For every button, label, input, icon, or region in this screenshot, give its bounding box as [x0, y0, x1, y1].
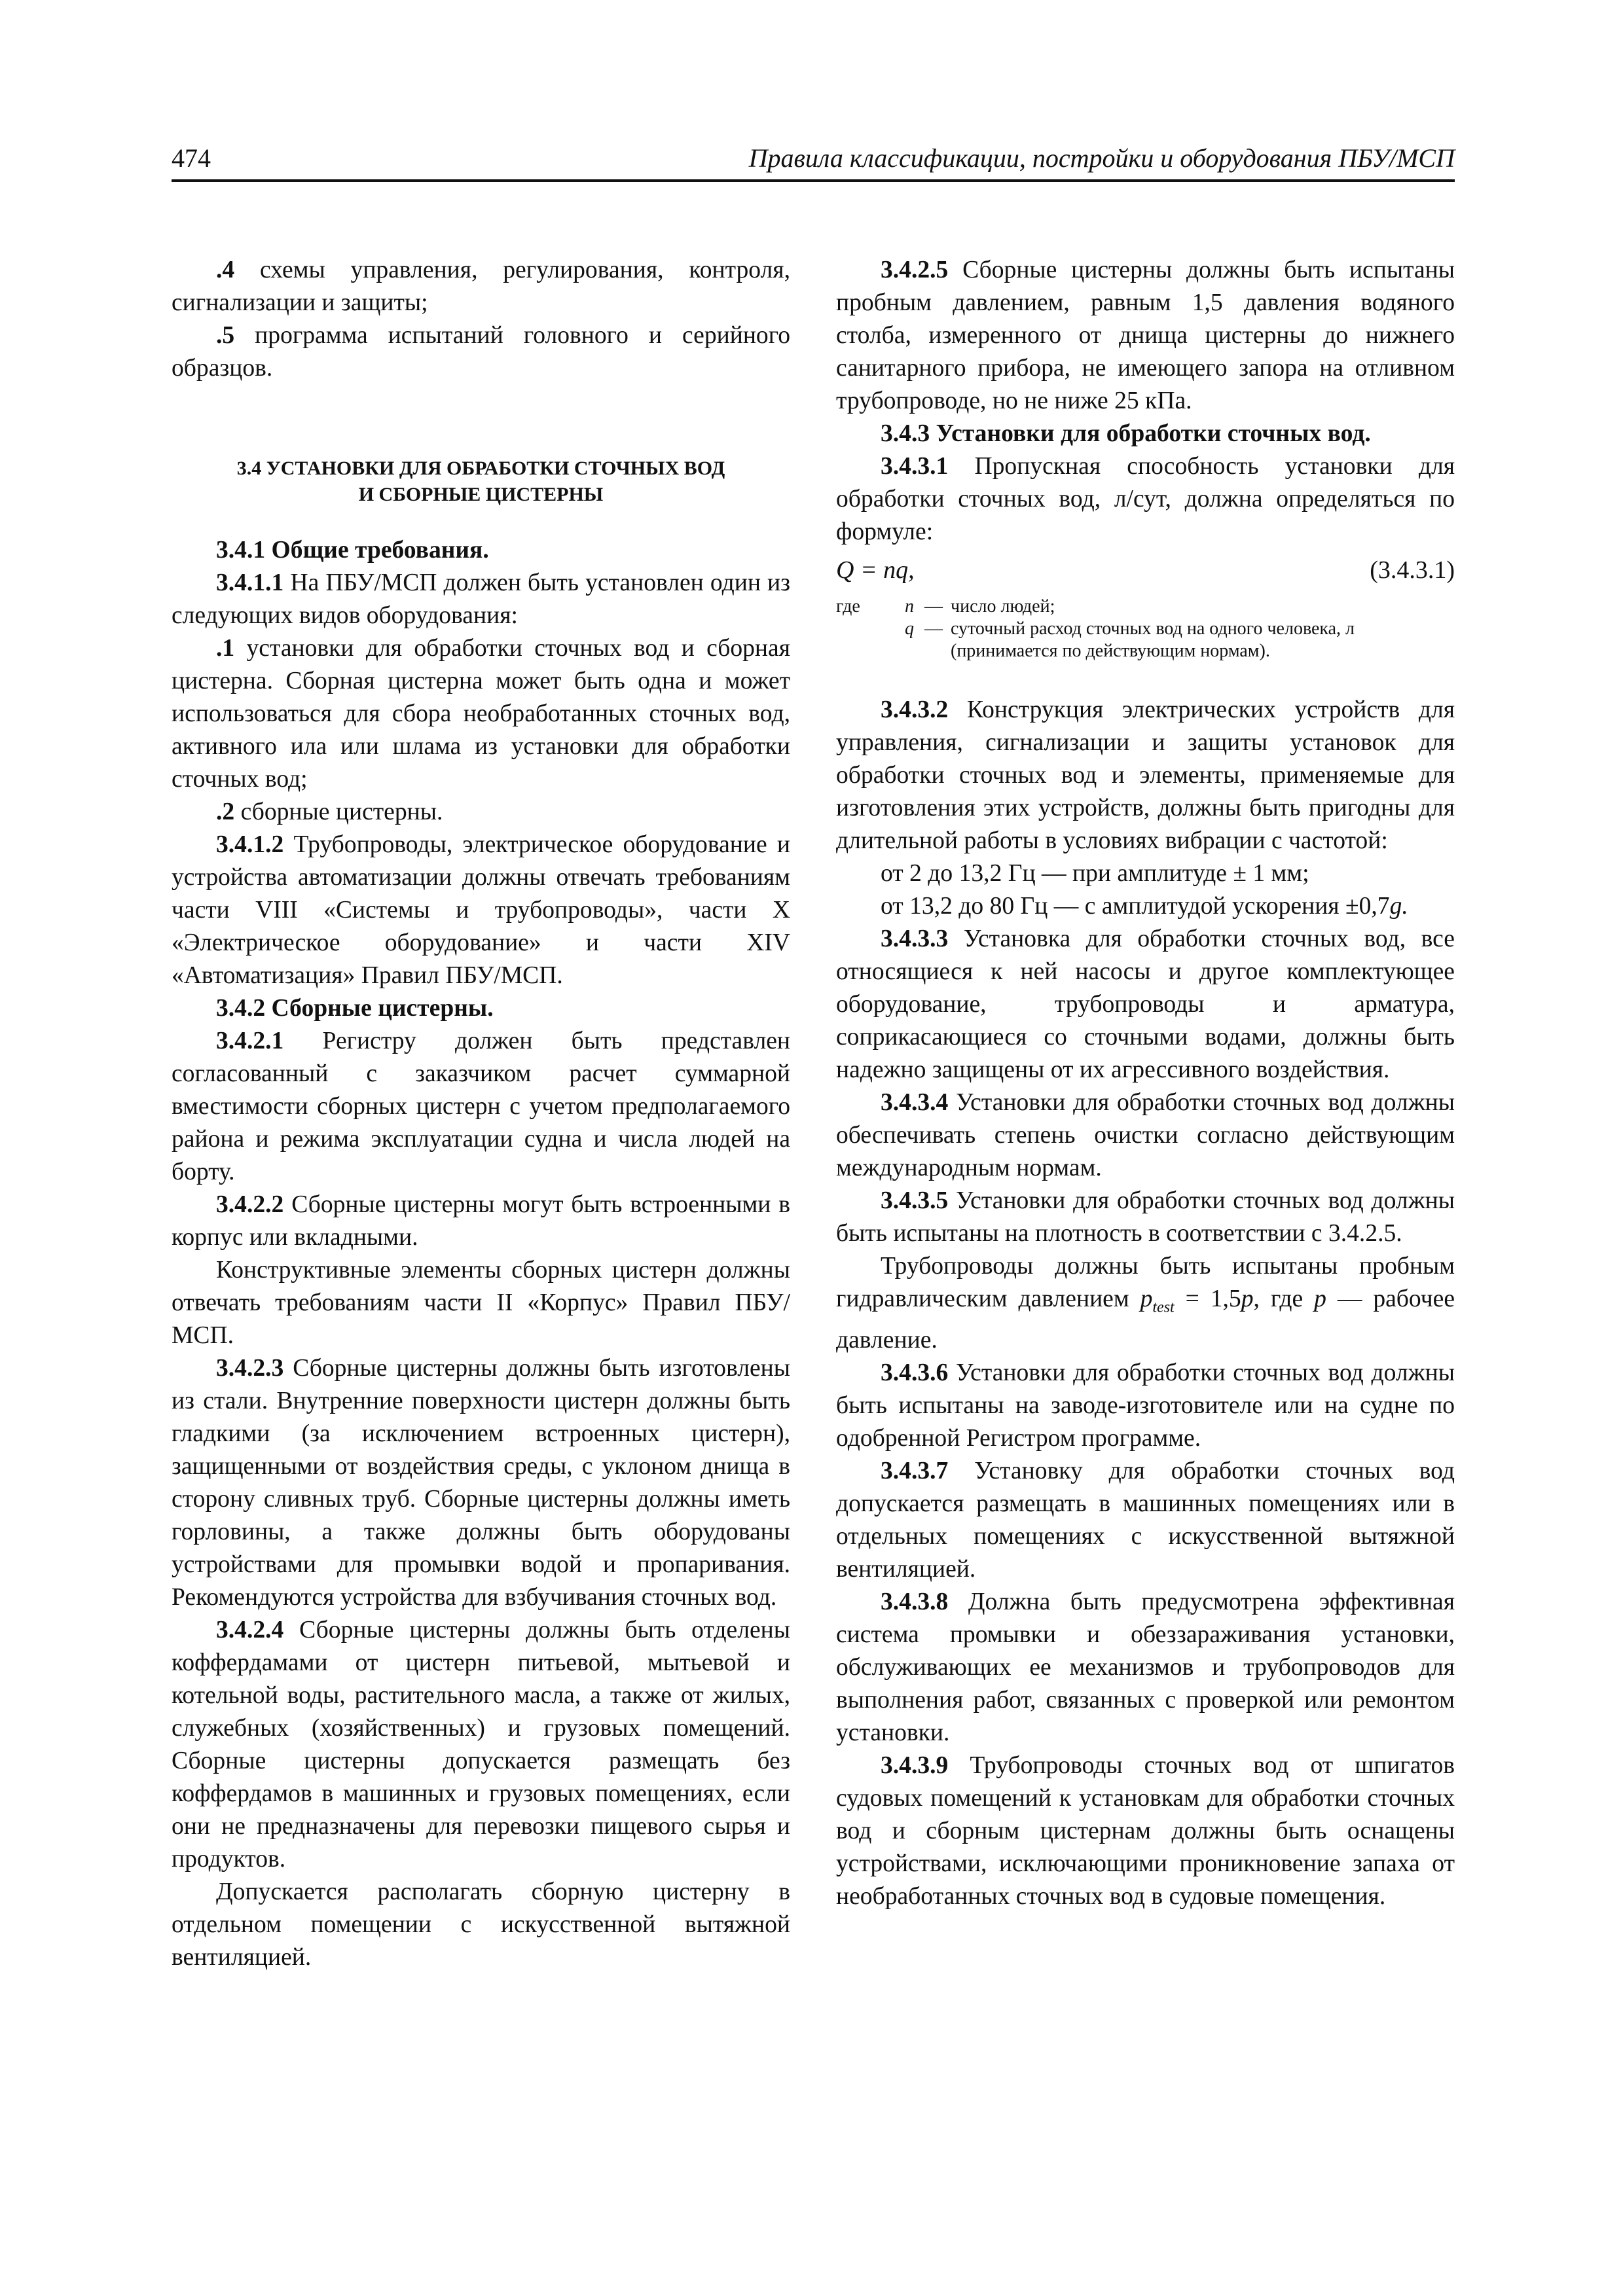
list-item: .4 схемы управления, регулирования, контроля, сигнализации и защиты;: [172, 257, 790, 316]
paragraph: 3.4.3.3 Установка для обработки сточных вод, все относящиеся к ней насосы и другое комплектующее оборудование, трубопроводы и арматура, соприкасающиеся со сточными водами, должны быть надежно защищены от их агрессивного воздействия.: [836, 925, 1455, 1083]
page-header: [172, 140, 1455, 182]
subsection-heading: 3.4.1 Общие требования.: [216, 537, 489, 564]
paragraph: Конструктивные элементы сборных цистерн должны отвечать требованиям части II «Корпус» Правил ПБУ/МСП.: [172, 1257, 790, 1349]
paragraph: 3.4.1.2 Трубопроводы, электрическое оборудование и устройства автоматизации должны отвечать требованиям части VIII «Системы и трубопроводы», части X «Электрическое оборудование» и части XIV «Автоматизация» Правил ПБУ/МСП.: [172, 831, 790, 989]
paragraph: 3.4.2.4 Сборные цистерны должны быть отделены коффердамами от цистерн питьевой, мытьевой и котельной воды, растительного масла, а также от жилых, служебных (хозяйственных) и грузовых помещений. Сборные цистерны допускается размещать без коффердамов в машинных и грузовых помещениях, если они не предназначены для перевозки пищевого сырья и продуктов.: [172, 1617, 790, 1873]
paragraph: 3.4.1.1 На ПБУ/МСП должен быть установлен один из следующих видов оборудования:: [172, 569, 790, 629]
paragraph: Трубопроводы должны быть испытаны пробным гидравлическим давлением $p_{test} = 1,5p$, где p — рабочее давление.: [836, 1253, 1455, 1354]
subsection-heading: 3.4.3 Установки для обработки сточных вод.: [881, 420, 1371, 447]
page-number: 474: [172, 143, 211, 173]
paragraph: 3.4.3.4 Установки для обработки сточных вод должны обеспечивать степень очистки согласно действующим международным нормам.: [836, 1089, 1455, 1181]
formula-number: (3.4.3.1): [1370, 556, 1455, 584]
paragraph: 3.4.3.7 Установку для обработки сточных вод допускается размещать в машинных помещениях или в отдельных помещениях с искусственной вытяжной вентиляцией.: [836, 1457, 1455, 1583]
paragraph: 3.4.3.2 Конструкция электрических устройств для управления, сигнализации и защиты установок для обработки сточных вод и элементы, применяемые для изготовления этих устройств, должны быть пригодны для длительной работы в условиях вибрации с частотой:: [836, 696, 1455, 854]
running-title: Правила классификации, постройки и оборудования ПБУ/МСП: [748, 143, 1455, 173]
paragraph: 3.4.3.9 Трубопроводы сточных вод от шпигатов судовых помещений к установкам для обработки сточных вод и сборным цистернам должны быть оснащены устройствами, исключающими проникновение запаха от необработанных сточных вод в судовые помещения.: [836, 1751, 1455, 1910]
section-title: 3.4 УСТАНОВКИ ДЛЯ ОБРАБОТКИ СТОЧНЫХ ВОД И СБОРНЫЕ ЦИСТЕРНЫ: [236, 457, 725, 505]
paragraph: 3.4.2.1 Регистру должен быть представлен согласованный с заказчиком расчет суммарной вместимости сборных цистерн с учетом предполагаемого района и режима эксплуатации судна и числа людей на борту.: [172, 1028, 790, 1185]
list-item: .5 программа испытаний головного и серийного образцов.: [172, 322, 790, 382]
paragraph: 3.4.3.6 Установки для обработки сточных вод должны быть испытаны на заводе-изготовителе или на судне по одобренной Регистром программе.: [836, 1359, 1455, 1452]
right-column: [836, 254, 1455, 1913]
paragraph: 3.4.3.8 Должна быть предусмотрена эффективная система промывки и обеззараживания установки, обслуживающих ее механизмов и трубопроводов для выполнения работ, связанных с проверкой или ремонтом установки.: [836, 1588, 1455, 1746]
formula: [836, 552, 1455, 589]
subsection-heading: 3.4.2 Сборные цистерны.: [216, 995, 494, 1022]
formula-legend: где n — число людей; q — суточный расход сточных вод на одного человека, л (принимается по действующим нормам).: [836, 596, 1355, 661]
vibration-range: от 13,2 до 80 Гц — с амплитудой ускорения ±0,7g.: [881, 893, 1408, 920]
list-item: .2 сборные цистерны.: [216, 798, 443, 825]
paragraph: 3.4.3.1 Пропускная способность установки для обработки сточных вод, л/сут, должна определяться по формуле:: [836, 453, 1455, 545]
formula-expression: Q = nq,: [836, 556, 915, 584]
paragraph: 3.4.3.5 Установки для обработки сточных вод должны быть испытаны на плотность в соответствии с 3.4.2.5.: [836, 1187, 1455, 1247]
paragraph: 3.4.2.5 Сборные цистерны должны быть испытаны пробным давлением, равным 1,5 давления водяного столба, измеренного от днища цистерны до нижнего санитарного прибора, не имеющего запора на отливном трубопроводе, но не ниже 25 кПа.: [836, 257, 1455, 414]
paragraph: 3.4.2.2 Сборные цистерны могут быть встроенными в корпус или вкладными.: [172, 1191, 790, 1251]
paragraph: Допускается располагать сборную цистерну в отдельном помещении с искусственной вытяжной вентиляцией.: [172, 1878, 790, 1971]
list-item: .1 установки для обработки сточных вод и сборная цистерна. Сборная цистерна может быть одна и может использоваться для сбора необработанных сточных вод, активного ила или шлама из установки для обработки сточных вод;: [172, 635, 790, 793]
paragraph: 3.4.2.3 Сборные цистерны должны быть изготовлены из стали. Внутренние поверхности цистерн должны быть гладкими (за исключением встроенных цистерн), защищенными от воздействия среды, с уклоном днища в сторону сливных труб. Сборные цистерны должны иметь горловины, а также должны быть оборудованы устройствами для промывки водой и пропаривания. Рекомендуются устройства для взбучивания сточных вод.: [172, 1355, 790, 1611]
vibration-range: от 2 до 13,2 Гц — при амплитуде ± 1 мм;: [881, 860, 1309, 887]
left-column: [172, 254, 790, 1974]
